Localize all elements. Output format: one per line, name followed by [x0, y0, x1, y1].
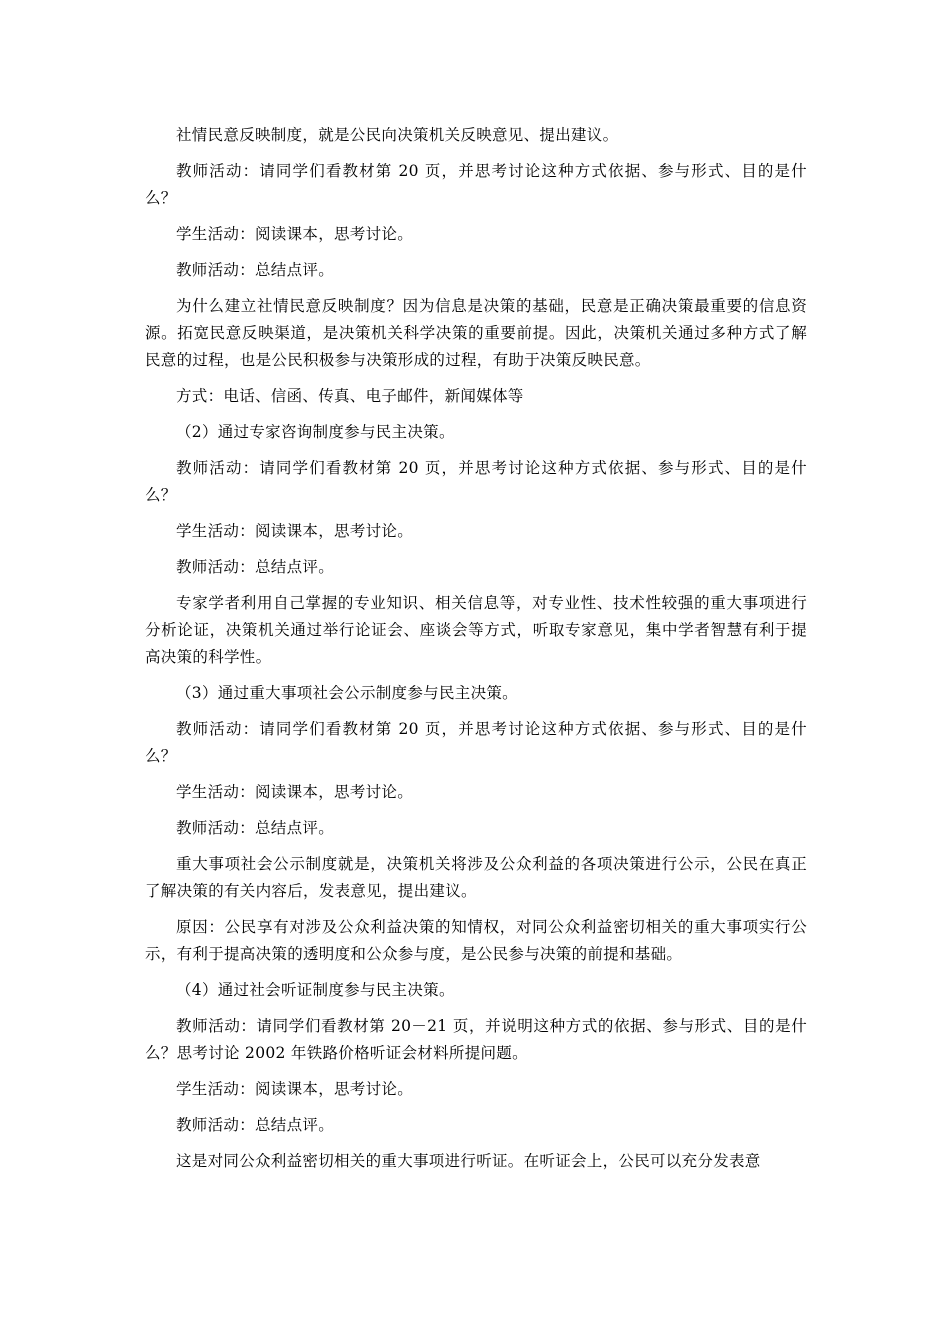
paragraph: 教师活动：请同学们看教材第 20 页，并思考讨论这种方式依据、参与形式、目的是什么？ [145, 459, 807, 504]
section-heading: （3）通过重大事项社会公示制度参与民主决策。 [176, 684, 518, 702]
section-heading: （4）通过社会听证制度参与民主决策。 [176, 981, 455, 999]
paragraph: 教师活动：总结点评。 [176, 819, 335, 837]
document-body [145, 122, 807, 1184]
paragraph: 教师活动：总结点评。 [176, 1116, 335, 1134]
section-heading: （2）通过专家咨询制度参与民主决策。 [176, 423, 455, 441]
paragraph: 教师活动：请同学们看教材第 20 页，并思考讨论这种方式依据、参与形式、目的是什么？ [145, 162, 807, 207]
paragraph: 方式：电话、信函、传真、电子邮件，新闻媒体等 [176, 387, 524, 405]
paragraph: 教师活动：请同学们看教材第 20－21 页，并说明这种方式的依据、参与形式、目的是什么？思考讨论 2002 年铁路价格听证会材料所提问题。 [145, 1017, 807, 1062]
paragraph: 原因：公民享有对涉及公众利益决策的知情权，对同公众利益密切相关的重大事项实行公示，有利于提高决策的透明度和公众参与度，是公民参与决策的前提和基础。 [145, 918, 807, 963]
paragraph: 学生活动：阅读课本，思考讨论。 [176, 225, 414, 243]
paragraph: 教师活动：总结点评。 [176, 261, 335, 279]
paragraph: 教师活动：请同学们看教材第 20 页，并思考讨论这种方式依据、参与形式、目的是什么？ [145, 720, 807, 765]
paragraph: 教师活动：总结点评。 [176, 558, 335, 576]
paragraph: 社情民意反映制度，就是公民向决策机关反映意见、提出建议。 [176, 126, 619, 144]
paragraph: 学生活动：阅读课本，思考讨论。 [176, 1080, 414, 1098]
paragraph: 专家学者利用自己掌握的专业知识、相关信息等，对专业性、技术性较强的重大事项进行分析论证，决策机关通过举行论证会、座谈会等方式，听取专家意见，集中学者智慧有利于提高决策的科学性。 [145, 594, 807, 666]
paragraph: 学生活动：阅读课本，思考讨论。 [176, 522, 414, 540]
paragraph: 为什么建立社情民意反映制度？因为信息是决策的基础，民意是正确决策最重要的信息资源。拓宽民意反映渠道，是决策机关科学决策的重要前提。因此，决策机关通过多种方式了解民意的过程，也是公民积极参与决策形成的过程，有助于决策反映民意。 [145, 297, 807, 369]
paragraph: 这是对同公众利益密切相关的重大事项进行听证。在听证会上，公民可以充分发表意 [176, 1152, 761, 1170]
paragraph: 学生活动：阅读课本，思考讨论。 [176, 783, 414, 801]
paragraph: 重大事项社会公示制度就是，决策机关将涉及公众利益的各项决策进行公示，公民在真正了解决策的有关内容后，发表意见，提出建议。 [145, 855, 807, 900]
